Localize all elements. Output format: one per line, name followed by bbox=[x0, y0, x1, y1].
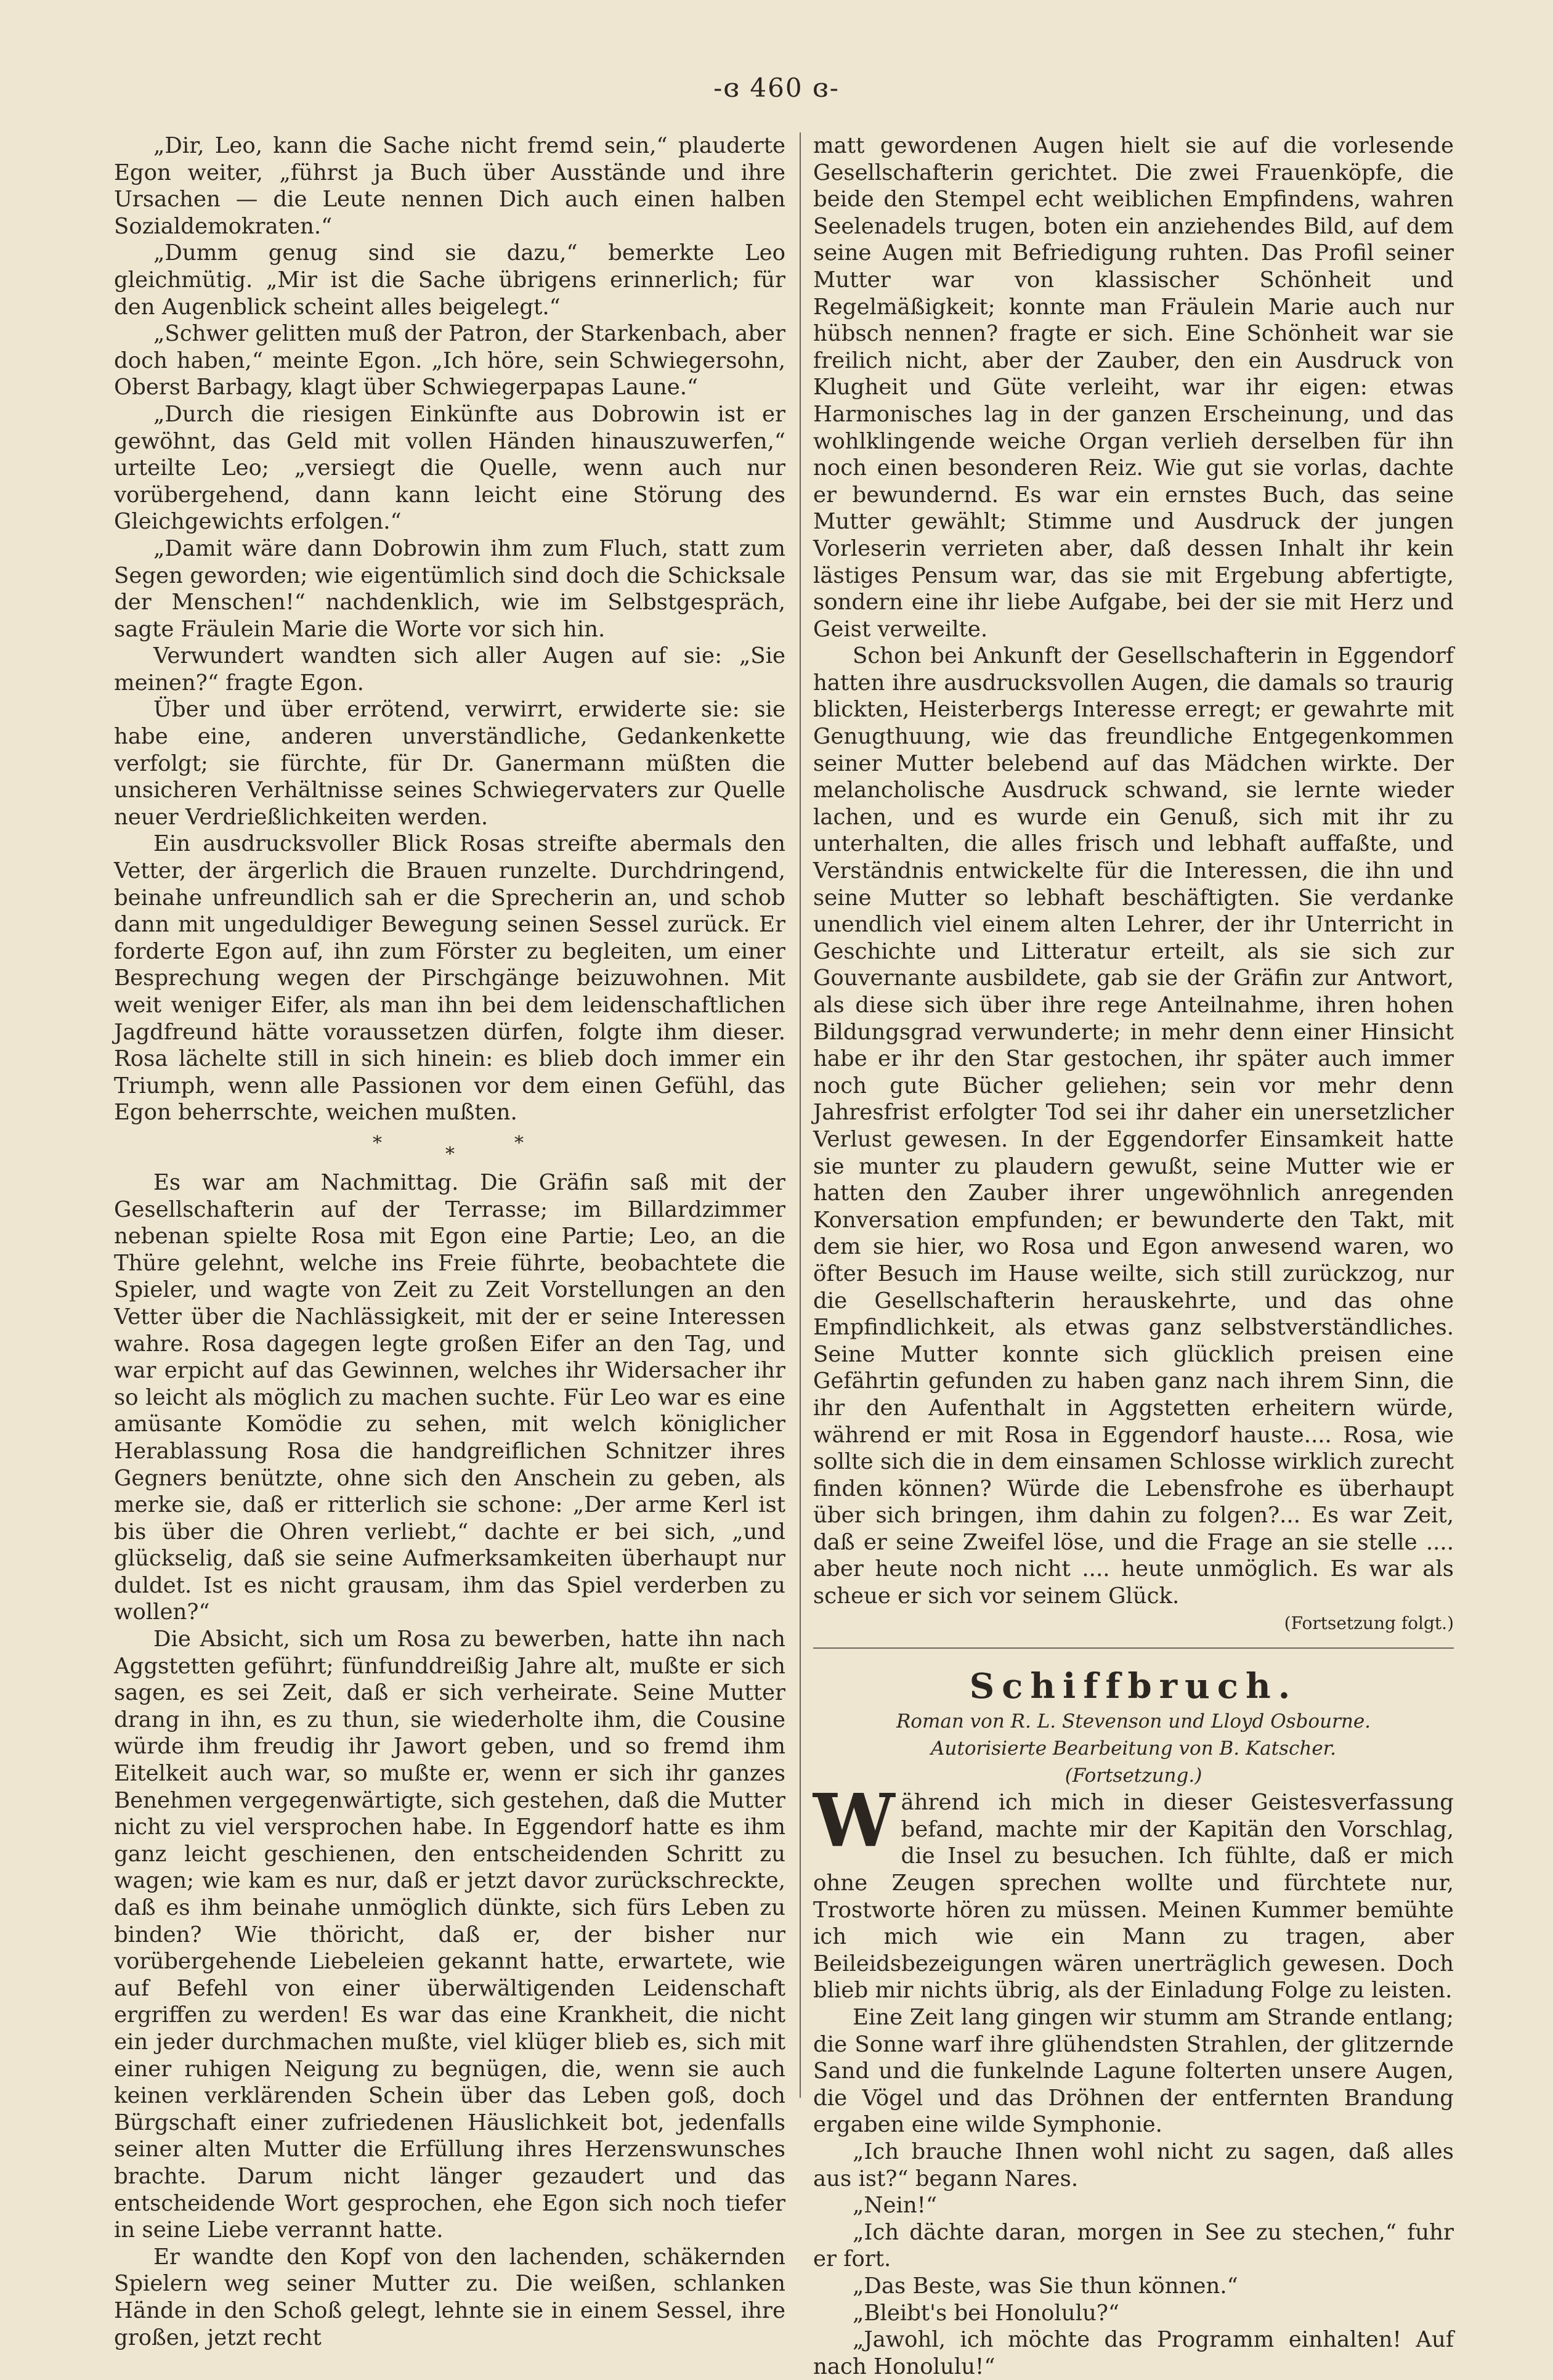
paragraph: Eine Zeit lang gingen wir stumm am Strande entlang; die Sonne warf ihre glühendsten Strahlen, der glitzernde Sand und die funkelnde Lagune folterten unsere Augen, die Vögel und das Dröhnen der entfernten Brandung ergaben eine wilde Symphonie. bbox=[813, 2005, 1454, 2138]
paragraph: Über und über errötend, verwirrt, erwiderte sie: sie habe eine, anderen unverständliche, Gedankenkette verfolgt; sie fürchte, für Dr. Ganermann müßten die unsicheren Verhältnisse seines Schwiegervaters zur Quelle neuer Verdrießlichkeiten werden. bbox=[114, 697, 785, 830]
story-translation: Autorisierte Bearbeitung von B. Katscher. bbox=[931, 1737, 1336, 1760]
paragraph: „Bleibt's bei Honolulu?“ bbox=[853, 2300, 1120, 2326]
paragraph: „Damit wäre dann Dobrowin ihm zum Fluch, statt zum Segen geworden; wie eigentümlich sind doch die Schicksale der Menschen!“ nachdenklich, wie im Selbstgespräch, sagte Fräulein Marie die Worte vor sich hin. bbox=[114, 535, 785, 642]
paragraph: „Dir, Leo, kann die Sache nicht fremd sein,“ plauderte Egon weiter, „führst ja Buch über Ausstände und ihre Ursachen — die Leute nennen Dich auch einen halben Sozialdemokraten.“ bbox=[114, 133, 785, 239]
paragraph: „Jawohl, ich möchte das Programm einhalten! Auf nach Honolulu!“ bbox=[813, 2327, 1454, 2379]
continued-note: (Fortsetzung folgt.) bbox=[1284, 1612, 1454, 1633]
column-divider bbox=[800, 132, 801, 2098]
page-number: 460 bbox=[750, 73, 803, 103]
paragraph: Ein ausdrucksvoller Blick Rosas streifte abermals den Vetter, der ärgerlich die Brauen runzelte. Durchdringend, beinahe unfreundlich sah er die Sprecherin an, und schob dann mit ungeduldiger Bewegung seinen Sessel zurück. Er forderte Egon auf, ihn zum Förster zu begleiten, um einer Besprechung wegen der Pirschgänge beizuwohnen. Mit weit weniger Eifer, als man ihn bei dem leidenschaftlichen Jagdfreund hätte voraussetzen dürfen, folgte ihm dieser. Rosa lächelte still in sich hinein: es blieb doch immer ein Triumph, wenn alle Passionen vor dem einen Gefühl, das Egon beherrschte, weichen mußten. bbox=[114, 831, 785, 1126]
paragraph bbox=[813, 1777, 1454, 2004]
paragraph: Es war am Nachmittag. Die Gräfin saß mit der Gesellschafterin auf der Terrasse; im Billardzimmer nebenan spielte Rosa mit Egon eine Partie; Leo, an die Thüre gelehnt, welche ins Freie führte, beobachtete die Spieler, und wagte von Zeit zu Zeit Vorstellungen an den Vetter über die Nachlässigkeit, mit der er seine Interessen wahre. Rosa dagegen legte großen Eifer an den Tag, und war erpicht auf das Gewinnen, welches ihr Widersacher ihr so leicht als möglich zu machen suchte. Für Leo war es eine amüsante Komödie zu sehen, mit welch königlicher Herablassung Rosa die handgreiflichen Schnitzer ihres Gegners benützte, ohne sich den Anschein zu geben, als merke sie, daß er ritterlich sie schone: „Der arme Kerl ist bis über die Ohren verliebt,“ dachte er bei sich, „und glückselig, daß sie seine Aufmerksamkeiten überhaupt nur duldet. Ist es nicht grausam, ihm das Spiel verderben zu wollen?“ bbox=[114, 1169, 785, 1625]
story-continuation: (Fortsetzung.) bbox=[1064, 1765, 1202, 1787]
right-column bbox=[813, 132, 1454, 2380]
paragraph: Schon bei Ankunft der Gesellschafterin in Eggendorf hatten ihre ausdrucksvollen Augen, die damals so traurig blickten, Heisterbergs Interesse erregt; er gewahrte mit Genugthuung, wie das freundliche Entgegenkommen seiner Mutter belebend auf das Mädchen wirkte. Der melancholische Ausdruck schwand, sie lernte wieder lachen, und es wurde ein Genuß, sich mit ihr zu unterhalten, die alles frisch und lebhaft auffaßte, und Verständnis entwickelte für die Interessen, die ihn und seine Mutter so lebhaft beschäftigten. Sie verdanke unendlich viel einem alten Lehrer, der ihr Unterricht in Geschichte und Litteratur erteilt, als sie sich zur Gouvernante ausbildete, gab sie der Gräfin zur Antwort, als diese sich über ihre rege Anteilnahme, ihren hohen Bildungsgrad verwunderte; in mehr denn einer Hinsicht habe er ihr den Star gestochen, ihr später auch immer noch gute Bücher geliehen; sein vor mehr denn Jahresfrist erfolgter Tod sei ihr daher ein unersetzlicher Verlust gewesen. In der Eggendorfer Einsamkeit hatte sie munter zu plaudern gewußt, seine Mutter wie er hatten den Zauber ihrer ungewöhnlich anregenden Konversation empfunden; er bewunderte den Takt, mit dem sie hier, wo Rosa und Egon anwesend waren, wo öfter Besuch im Hause weilte, sich still zurückzog, nur die Gesellschafterin herauskehrte, und das ohne Empfindlichkeit, als etwas ganz selbstverständliches. Seine Mutter konnte sich glücklich preisen eine Gefährtin gefunden zu haben ganz nach ihrem Sinn, die ihr den Aufenthalt in Aggstetten erheitern würde, während er mit Rosa in Eggendorf hauste.... Rosa, wie sollte sich die in dem einsamen Schlosse wirklich zurecht finden können? Würde die Lebensfrohe es überhaupt über sich bringen, ihm dahin zu folgen?... Es war Zeit, daß er seine Zweifel löse, und die Frage an sie stelle .... aber heute noch nicht .... heute unmöglich. Es war als scheue er sich vor seinem Glück. bbox=[813, 643, 1454, 1609]
paragraph-text: ährend ich mich in dieser Geistesverfassung befand, machte mir der Kapitän den Vorschlag, die Insel zu besuchen. Ich fühlte, daß er mich ohne Zeugen sprechen wollte und fürchtete nur, Trostworte hören zu müssen. Meinen Kummer bemühte ich mich wie ein Mann zu tragen, aber Beileidsbezeigungen wären unerträglich gewesen. Doch blieb mir nichts übrig, als der Einladung Folge zu leisten. bbox=[813, 1790, 1454, 2004]
drop-cap: W bbox=[813, 1777, 895, 1864]
paragraph: „Dumm genug sind sie dazu,“ bemerkte Leo gleichmütig. „Mir ist die Sache übrigens erinnerlich; für den Augenblick scheint alles beigelegt.“ bbox=[114, 240, 785, 320]
paragraph: „Ich dächte daran, morgen in See zu stechen,“ fuhr er fort. bbox=[813, 2219, 1454, 2272]
ornament-right: ɞ- bbox=[812, 73, 840, 103]
paragraph: „Schwer gelitten muß der Patron, der Starkenbach, aber doch haben,“ meinte Egon. „Ich höre, sein Schwiegersohn, Oberst Barbagy, klagt über Schwiegerpapas Laune.“ bbox=[114, 321, 785, 400]
page-number-line bbox=[0, 73, 1553, 103]
paragraph: „Das Beste, was Sie thun können.“ bbox=[853, 2273, 1238, 2299]
ornament-left: -ɞ bbox=[713, 73, 741, 103]
section-rule bbox=[813, 1647, 1454, 1649]
paragraph: Er wandte den Kopf von den lachenden, schäkernden Spielern weg seiner Mutter zu. Die weißen, schlanken Hände in den Schoß gelegt, lehnte sie in einem Sessel, ihre großen, jetzt recht bbox=[114, 2244, 785, 2350]
paragraph: „Ich brauche Ihnen wohl nicht zu sagen, daß alles aus ist?“ begann Nares. bbox=[813, 2138, 1454, 2191]
left-column bbox=[114, 132, 785, 2351]
paragraph: „Nein!“ bbox=[853, 2193, 938, 2219]
paragraph: Die Absicht, sich um Rosa zu bewerben, hatte ihn nach Aggstetten geführt; fünfunddreißig Jahre alt, mußte er sich sagen, es sei Zeit, daß er sich verheirate. Seine Mutter drang in ihn, es zu thun, sie wiederholte ihm, die Cousine würde ihm freudig ihr Jawort geben, und so fremd ihm Eitelkeit auch war, so mußte er, wenn er sich ihr ganzes Benehmen vergegenwärtigte, sich gestehen, daß die Mutter nicht zu viel versprochen habe. In Eggendorf hatte es ihm ganz leicht geschienen, den entscheidenden Schritt zu wagen; wie kam es nur, daß er jetzt davor zurückschreckte, daß es ihm beinahe unmöglich dünkte, sich fürs Leben zu binden? Wie thöricht, daß er, der bisher nur vorübergehende Liebeleien gekannt hatte, erwartete, wie auf Befehl von einer überwältigenden Leidenschaft ergriffen zu werden! Es war das eine Krankheit, die nicht ein jeder durchmachen mußte, viel klüger blieb es, sich mit einer ruhigen Neigung zu begnügen, die, wenn sie auch keinen verklärenden Schein über das Leben goß, doch Bürgschaft einer zufriedenen Häuslichkeit bot, jedenfalls seiner alten Mutter die Erfüllung ihres Herzenswunsches brachte. Darum nicht länger gezaudert und das entscheidende Wort gesprochen, ehe Egon sich noch tiefer in seine Liebe verrannt hatte. bbox=[114, 1627, 785, 2243]
story-byline: Roman von R. L. Stevenson und Lloyd Osbourne. bbox=[896, 1710, 1371, 1733]
story-title: Schiffbruch. bbox=[969, 1666, 1298, 1707]
paragraph: matt gewordenen Augen hielt sie auf die vorlesende Gesellschafterin gerichtet. Die zwei Frauenköpfe, die beide den Stempel echt weiblichen Empfindens, wahren Seelenadels trugen, boten ein anziehendes Bild, auf dem seine Augen mit Befriedigung ruhten. Das Profil seiner Mutter war von klassischer Schönheit und Regelmäßigkeit; konnte man Fräulein Marie auch nur hübsch nennen? fragte er sich. Eine Schönheit war sie freilich nicht, aber der Zauber, den ein Ausdruck von Klugheit und Güte verleiht, war ihr eigen: etwas Harmonisches lag in der ganzen Erscheinung, und das wohlklingende weiche Organ verlieh derselben für ihn noch einen besonderen Reiz. Wie gut sie vorlas, dachte er bewundernd. Es war ein ernstes Buch, das seine Mutter gewählt; Stimme und Ausdruck der jungen Vorleserin verrieten aber, daß dessen Inhalt ihr kein lästiges Pensum war, das sie mit Ergebung abfertigte, sondern eine ihr liebe Aufgabe, bei der sie mit Herz und Geist verweilte. bbox=[813, 133, 1454, 642]
section-break: * * * bbox=[373, 1132, 524, 1165]
paragraph: Verwundert wandten sich aller Augen auf sie: „Sie meinen?“ fragte Egon. bbox=[114, 643, 785, 696]
paragraph: „Durch die riesigen Einkünfte aus Dobrowin ist er gewöhnt, das Geld mit vollen Händen hinauszuwerfen,“ urteilte Leo; „versiegt die Quelle, wenn auch nur vorübergehend, dann kann leicht eine Störung des Gleichgewichts erfolgen.“ bbox=[114, 401, 785, 535]
